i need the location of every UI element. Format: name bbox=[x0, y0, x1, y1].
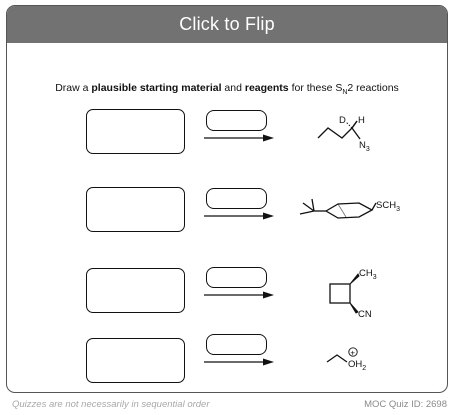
starting-material-box-1[interactable] bbox=[86, 109, 185, 154]
product-1-structure bbox=[312, 108, 392, 153]
reagent-box-2[interactable] bbox=[206, 188, 267, 209]
starting-material-box-3[interactable] bbox=[86, 268, 185, 313]
svg-text:+: + bbox=[350, 348, 356, 358]
thiomethyl-label: $SCH_3$ bbox=[376, 200, 400, 213]
starting-material-box-4[interactable] bbox=[86, 338, 185, 383]
instruction-bold-2: reagents bbox=[244, 82, 289, 94]
reaction-arrow-2 bbox=[204, 211, 274, 221]
reagent-box-1[interactable] bbox=[206, 110, 267, 131]
click-to-flip-button[interactable] bbox=[7, 6, 447, 43]
reaction-arrow-3 bbox=[204, 290, 274, 300]
nitrile-label: CN bbox=[358, 309, 372, 320]
product-4-structure bbox=[325, 340, 385, 380]
product-3-structure bbox=[318, 262, 388, 322]
azide-label: $N_3$ bbox=[359, 140, 370, 153]
reagent-box-3[interactable] bbox=[206, 267, 267, 288]
deuterium-label: D bbox=[339, 115, 346, 126]
footer-disclaimer: Quizzes are not necessarily in sequential order bbox=[12, 399, 210, 410]
quiz-id-label: MOC Quiz ID: 2698 bbox=[364, 399, 447, 410]
reaction-arrow-4 bbox=[204, 357, 274, 367]
instruction-bold-1: plausible starting material bbox=[91, 82, 222, 94]
reaction-arrow-1 bbox=[204, 133, 274, 143]
product-2-structure bbox=[296, 195, 416, 230]
reagent-box-4[interactable] bbox=[206, 334, 267, 355]
starting-material-box-2[interactable] bbox=[86, 187, 185, 232]
instruction-text: Draw a plausible starting material and reagents for these $S_N2$ reactions bbox=[55, 82, 399, 97]
methyl-label: $CH_3$ bbox=[359, 268, 377, 281]
flip-label: Click to Flip bbox=[179, 14, 275, 34]
hydrogen-label: H bbox=[358, 115, 365, 126]
oxonium-label: $OH_2$ bbox=[348, 359, 367, 372]
